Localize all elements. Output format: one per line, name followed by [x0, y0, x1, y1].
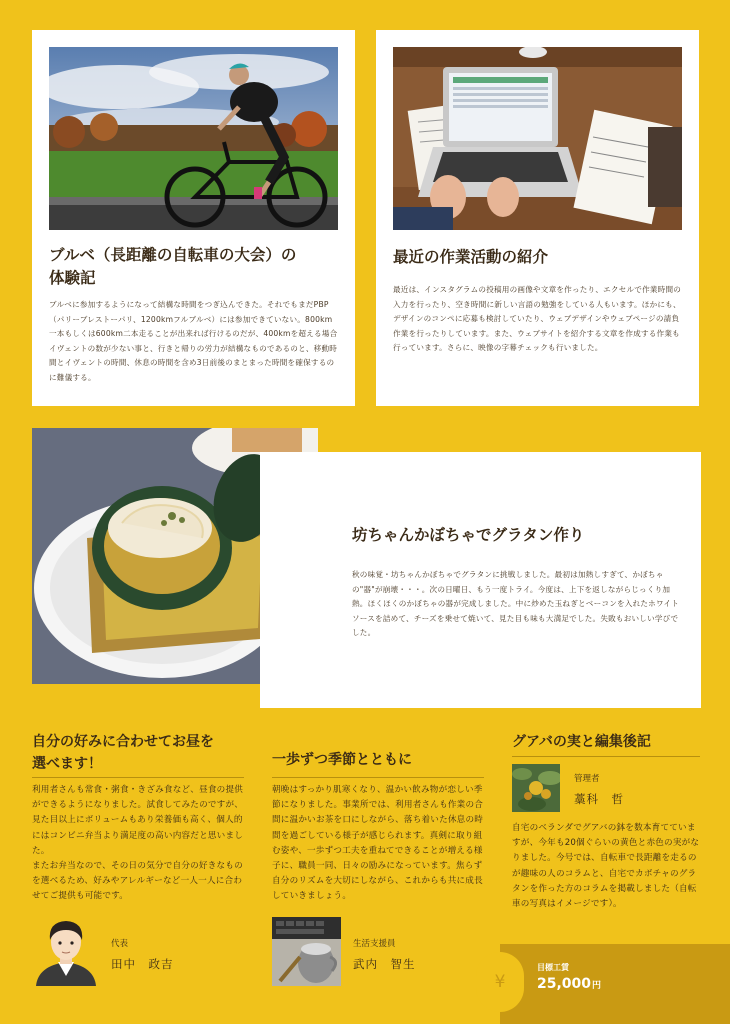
yen-icon: ¥ — [476, 952, 524, 1012]
column-divider — [272, 777, 484, 778]
column-divider — [512, 756, 700, 757]
article-body: 最近は、インスタグラムの投稿用の画像や文章を作ったり、エクセルで作業時間の入力を行ったり、空き時間に新しい言語の勉強をしている人もいます。ほかにも、デザインのコンペに応募も検討していたり、ウェブデザインやウェブページの請負作業を行ったりしています。また、ウェブサイトを紹介する文章を作成する作業も行っています。さらに、映像の字幕チェックも行いました。 — [393, 285, 682, 353]
author-role: 生活支援員 — [353, 939, 396, 949]
author-name: 武内 智生 — [353, 957, 416, 971]
column-body: 利用者さんも常食・粥食・きざみ食など、昼食の提供ができるようになりました。試食してみたのですが、見た目以上にボリュームもあり栄養価も高く、個人的にはコンビニ弁当より満足度の高い内容だと思いました。 またお弁当なので、その日の気分で自分の好きなものを選べるため、好みやアレルギーなど一人一人に合わせてご提供も可能です。 — [32, 785, 244, 902]
goal-wage-label: 目標工賃 — [537, 963, 569, 972]
column-title: グアバの実と編集後記 — [512, 734, 651, 750]
avatar — [32, 914, 100, 986]
article-title: 最近の作業活動の紹介 — [393, 248, 549, 266]
laptop-photo — [393, 47, 682, 230]
man-illustration-icon — [32, 914, 100, 986]
article-card-work — [376, 30, 699, 406]
article-title: ブルベ（長距離の自転車の大会）の 体験記 — [49, 246, 297, 287]
column-title: 一歩ずつ季節とともに — [272, 752, 412, 768]
column-body: 自宅のベランダでグアバの鉢を数本育てていますが、今年も20個ぐらいの黄色と赤色の実がなりました。今号では、自転車で長距離を走るのが趣味の人のコラムと、自宅でカボチャのグラタンを作った方のコラムを掲載しました（自転車の写真はイメージです）。 — [512, 823, 700, 910]
column-body: 朝晩はすっかり肌寒くなり、温かい飲み物が恋しい季節になりました。事業所では、利用者さんも作業の合間に温かいお茶を口にしながら、落ち着いた休息の時間を過ごしている様子が感じられます。真剣に取り組む姿や、一歩ずつ工夫を重ねてできることが増える様子に、職員一同、日々の励みになっています。焦らず自分のリズムを大切にしながら、これからも共に成長していきましょう。 — [272, 785, 484, 902]
article-card-brevet — [32, 30, 355, 406]
column-title: 自分の好みに合わせてお昼を 選べます！ — [32, 734, 214, 772]
goal-wage-value: 25,000円 — [537, 976, 602, 992]
author-name: 藁科 哲 — [574, 792, 624, 806]
cyclist-photo — [49, 47, 338, 230]
author-role: 代表 — [111, 939, 129, 949]
goal-wage-box — [500, 944, 730, 1024]
author-role: 管理者 — [574, 774, 600, 784]
guava-photo — [512, 764, 560, 812]
article-body: 秋の味覚・坊ちゃんかぼちゃでグラタンに挑戦しました。最初は加熱しすぎて、かぼちゃの"器"が崩壊・・・。次の日曜日、もう一度トライ。今度は、上下を返しながらじっくり加熱。ほくほくのかぼちゃの器が完成しました。中に炒めた玉ねぎとベーコンを入れたホワイトソースを詰めて、チーズを乗せて焼いて、見た目も味も大満足でした。失敗もおいしい学びでした。 — [352, 570, 680, 638]
article-card-gratin — [260, 452, 701, 708]
author-name: 田中 政吉 — [111, 957, 174, 971]
column-divider — [32, 777, 244, 778]
coffee-photo — [272, 917, 341, 986]
article-title: 坊ちゃんかぼちゃでグラタン作り — [352, 526, 585, 544]
article-body: ブルベに参加するようになって結構な時間をつぎ込んできた。それでもまだPBP（パリーブレストーパリ、1200kmフルブルベ）には参加できていない。800km一本もしくは600km二本走ることが出来れば行けるのだが、400kmを超える場合イヴェントの数が少ない事と、行きと帰りの労力が結構なものであるのと、移動時間とイヴェントの時間、休息の時間を含め3日前後のまとまった時間を確保するのに難儀する。 — [49, 300, 338, 382]
